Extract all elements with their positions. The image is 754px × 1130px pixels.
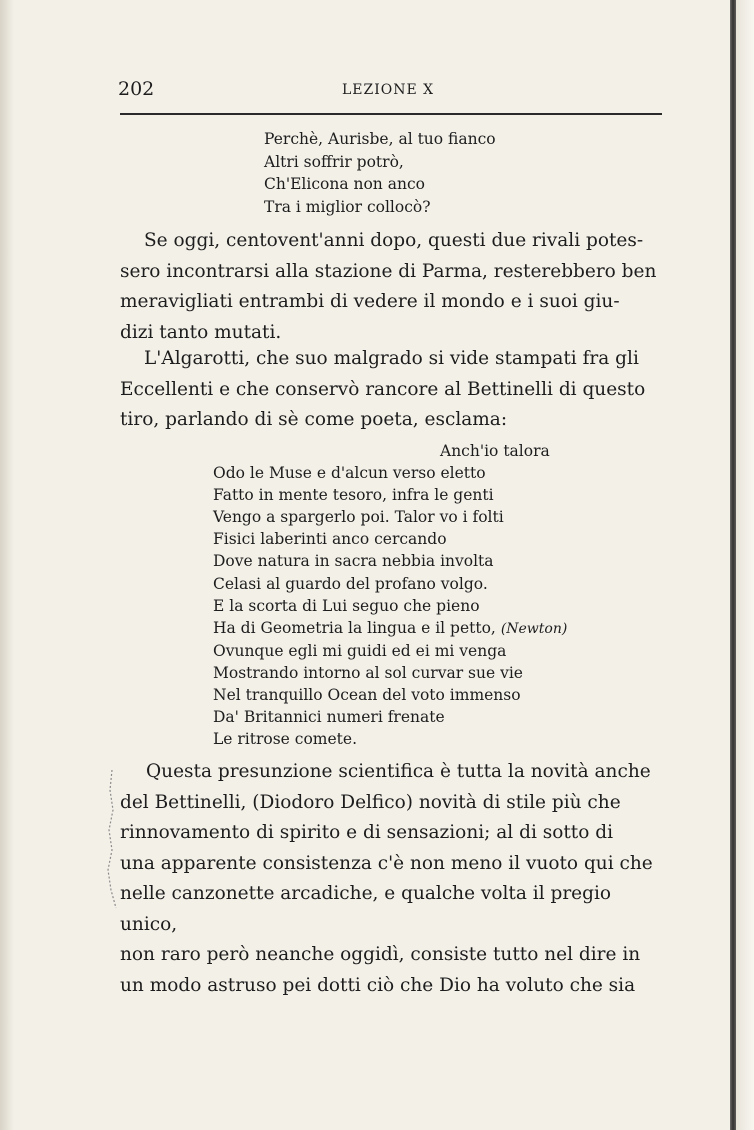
running-head: LEZIONE X — [342, 82, 435, 98]
verse-line: Celasi al guardo del profano volgo. — [213, 574, 488, 593]
book-spine-shadow — [730, 0, 736, 1130]
text-line: L'Algarotti, che suo malgrado si vide stampati fra gli — [144, 348, 639, 369]
text-line: una apparente consistenza c'è non meno il vuoto qui che — [120, 852, 653, 874]
verse-line: Nel tranquillo Ocean del voto immenso — [213, 686, 521, 705]
verse-line: Dove natura in sacra nebbia involta — [213, 552, 494, 571]
poem-quote — [213, 440, 567, 750]
verse-line — [213, 617, 567, 640]
page-right-edge — [736, 0, 754, 1130]
verse-line: Tra i miglior collocò? — [264, 197, 431, 216]
verse-quote — [264, 128, 496, 218]
text-line: Questa presunzione scientifica è tutta la novità anche — [146, 761, 651, 782]
page-left-edge — [0, 0, 14, 1130]
text-line: rinnovamento di spirito e di sensazioni; al di sotto di — [120, 822, 614, 843]
text-line: meravigliati entrambi di vedere il mondo e i suoi giu- — [120, 291, 620, 312]
verse-line: Anch'io talora — [440, 442, 550, 460]
verse-line: Altri soffrir potrò, — [264, 152, 404, 171]
verse-line: Ovunque egli mi guidi ed ei mi venga — [213, 641, 507, 660]
text-line: Eccellenti e che conservò rancore al Bettinelli di questo — [120, 378, 646, 400]
text-line: sero incontrarsi alla stazione di Parma, resterebbero ben — [120, 260, 657, 282]
text-line: un modo astruso pei dotti ciò che Dio ha voluto che sia — [120, 974, 636, 996]
verse-line: Le ritrose comete. — [213, 730, 357, 749]
verse-line: Da' Britannici numeri frenate — [213, 708, 445, 727]
paragraph-3 — [120, 757, 667, 1001]
text-line: nelle canzonette arcadiche, e qualche volta il pregio unico, — [120, 883, 612, 935]
verse-line: Fatto in mente tesoro, infra le genti — [213, 486, 494, 505]
text-line: Se oggi, centovent'anni dopo, questi due rivali potes- — [144, 230, 644, 251]
pencil-mark — [100, 770, 120, 910]
text-line: tiro, parlando di sè come poeta, esclama: — [120, 409, 508, 430]
margin-note: (Newton) — [500, 620, 568, 637]
verse-line: Fisici laberinti anco cercando — [213, 530, 447, 549]
text-line: non raro però neanche oggidì, consiste tutto nel dire in — [120, 944, 641, 965]
page-header — [118, 78, 663, 102]
verse-line: Mostrando intorno al sol curvar sue vie — [213, 663, 523, 682]
verse-line: Ch'Elicona non anco — [264, 175, 425, 193]
verse-line: Vengo a spargerlo poi. Talor vo i folti — [213, 508, 504, 527]
verse-line-text: Ha di Geometria la lingua e il petto, — [213, 618, 496, 637]
text-line: dizi tanto mutati. — [120, 321, 282, 343]
page-number: 202 — [118, 78, 155, 100]
text-line: del Bettinelli, (Diodoro Delfico) novità di stile più che — [120, 791, 621, 813]
verse-line: Perchè, Aurisbe, al tuo fianco — [264, 130, 496, 148]
paragraph-2 — [120, 344, 667, 436]
verse-line: E la scorta di Lui seguo che pieno — [213, 596, 480, 615]
verse-line: Odo le Muse e d'alcun verso eletto — [213, 464, 486, 483]
header-rule — [120, 113, 662, 115]
paragraph-1 — [120, 226, 667, 348]
